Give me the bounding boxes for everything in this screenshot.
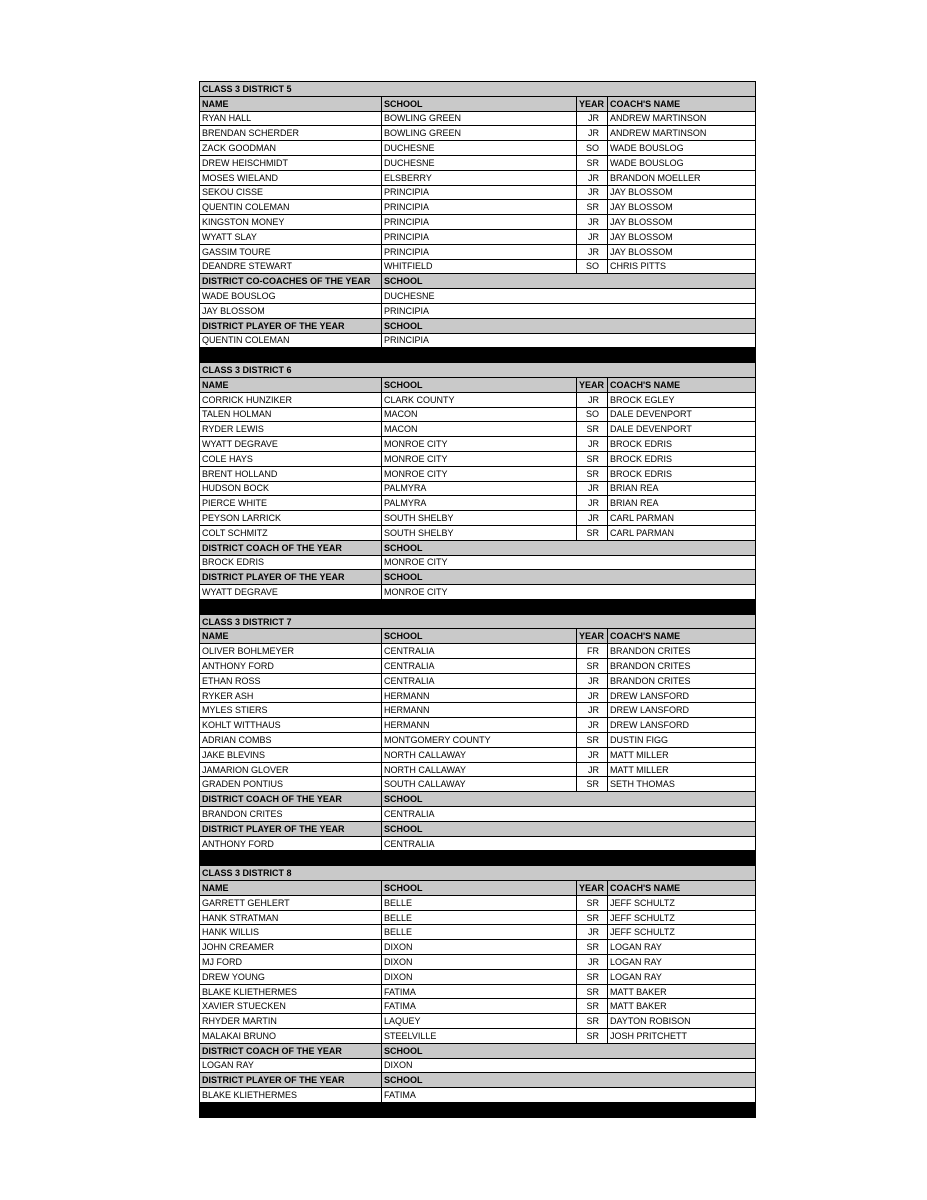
column-header-row: [200, 96, 756, 111]
player-year: SR: [577, 155, 608, 170]
player-name: DEANDRE STEWART: [200, 259, 382, 274]
player-year: JR: [577, 955, 608, 970]
table-row: [200, 703, 756, 718]
column-header-row: [200, 377, 756, 392]
table-row: [200, 451, 756, 466]
table-row: [200, 407, 756, 422]
player-of-year-school: PRINCIPIA: [382, 333, 756, 348]
player-of-year-header-row: [200, 318, 756, 333]
coach-name: JEFF SCHULTZ: [608, 910, 756, 925]
player-school: WHITFIELD: [382, 259, 577, 274]
player-name: ZACK GOODMAN: [200, 141, 382, 156]
coach-name: WADE BOUSLOG: [608, 155, 756, 170]
player-year: SO: [577, 407, 608, 422]
player-school: DIXON: [382, 969, 577, 984]
player-name: HANK STRATMAN: [200, 910, 382, 925]
coach-name: BROCK EGLEY: [608, 392, 756, 407]
table-row: [200, 392, 756, 407]
coach-name: DREW LANSFORD: [608, 703, 756, 718]
player-name: WYATT DEGRAVE: [200, 437, 382, 452]
district-title: CLASS 3 DISTRICT 8: [200, 866, 756, 881]
player-school: BELLE: [382, 910, 577, 925]
separator-bar: [200, 348, 756, 363]
player-of-year-header-row: [200, 1073, 756, 1088]
coach-of-year-row: [200, 1058, 756, 1073]
coach-name: ANDREW MARTINSON: [608, 111, 756, 126]
player-name: CORRICK HUNZIKER: [200, 392, 382, 407]
player-year: SR: [577, 451, 608, 466]
player-year: FR: [577, 644, 608, 659]
coach-name: BRIAN REA: [608, 496, 756, 511]
player-school: MONROE CITY: [382, 466, 577, 481]
player-name: XAVIER STUECKEN: [200, 999, 382, 1014]
coach-name: BRIAN REA: [608, 481, 756, 496]
coach-name: BROCK EDRIS: [608, 451, 756, 466]
player-year: SR: [577, 940, 608, 955]
table-row: [200, 1029, 756, 1044]
table-row: [200, 525, 756, 540]
player-of-year-school: FATIMA: [382, 1088, 756, 1103]
player-year: SR: [577, 733, 608, 748]
table-row: [200, 126, 756, 141]
table-body: [200, 82, 756, 1118]
player-name: DREW YOUNG: [200, 969, 382, 984]
player-year: JR: [577, 762, 608, 777]
coach-of-year-row: [200, 807, 756, 822]
player-of-year-header-row: [200, 821, 756, 836]
player-name: JAMARION GLOVER: [200, 762, 382, 777]
player-name: ANTHONY FORD: [200, 659, 382, 674]
coach-of-year-row: [200, 555, 756, 570]
player-of-year-label: DISTRICT PLAYER OF THE YEAR: [200, 1073, 382, 1088]
coach-name: JAY BLOSSOM: [608, 215, 756, 230]
coach-of-year-label: DISTRICT CO-COACHES OF THE YEAR: [200, 274, 382, 289]
table-row: [200, 200, 756, 215]
header-school: SCHOOL: [382, 377, 577, 392]
player-name: JAKE BLEVINS: [200, 747, 382, 762]
player-year: JR: [577, 673, 608, 688]
player-name: RYAN HALL: [200, 111, 382, 126]
district-title: CLASS 3 DISTRICT 7: [200, 614, 756, 629]
district-separator: [200, 851, 756, 866]
coach-of-year-school: DIXON: [382, 1058, 756, 1073]
player-name: HUDSON BOCK: [200, 481, 382, 496]
player-name: ADRIAN COMBS: [200, 733, 382, 748]
header-year: YEAR: [577, 96, 608, 111]
coach-name: MATT BAKER: [608, 999, 756, 1014]
table-row: [200, 910, 756, 925]
player-year: JR: [577, 215, 608, 230]
player-of-year-name: BLAKE KLIETHERMES: [200, 1088, 382, 1103]
player-school: MACON: [382, 407, 577, 422]
player-of-year-row: [200, 836, 756, 851]
player-school: CENTRALIA: [382, 659, 577, 674]
column-header-row: [200, 629, 756, 644]
player-school: PRINCIPIA: [382, 200, 577, 215]
table-row: [200, 659, 756, 674]
coach-name: BROCK EDRIS: [608, 437, 756, 452]
table-row: [200, 229, 756, 244]
table-row: [200, 762, 756, 777]
player-year: JR: [577, 229, 608, 244]
player-school: HERMANN: [382, 718, 577, 733]
player-of-year-header-row: [200, 570, 756, 585]
player-school: LAQUEY: [382, 1014, 577, 1029]
player-school: PRINCIPIA: [382, 229, 577, 244]
player-of-year-name: QUENTIN COLEMAN: [200, 333, 382, 348]
player-school: DUCHESNE: [382, 141, 577, 156]
player-school: DIXON: [382, 955, 577, 970]
separator-bar: [200, 1102, 756, 1117]
header-name: NAME: [200, 96, 382, 111]
header-coach: COACH'S NAME: [608, 629, 756, 644]
player-of-year-row: [200, 1088, 756, 1103]
table-row: [200, 111, 756, 126]
coach-of-year-school: MONROE CITY: [382, 555, 756, 570]
coach-name: BRANDON CRITES: [608, 673, 756, 688]
player-year: JR: [577, 170, 608, 185]
player-of-year-name: WYATT DEGRAVE: [200, 585, 382, 600]
district-title-row: [200, 866, 756, 881]
header-school: SCHOOL: [382, 792, 756, 807]
coach-of-year-header-row: [200, 274, 756, 289]
coach-name: BRANDON MOELLER: [608, 170, 756, 185]
player-name: PEYSON LARRICK: [200, 511, 382, 526]
coach-name: JEFF SCHULTZ: [608, 895, 756, 910]
coach-name: MATT BAKER: [608, 984, 756, 999]
coach-of-year-school: PRINCIPIA: [382, 303, 756, 318]
player-year: JR: [577, 688, 608, 703]
coach-name: CARL PARMAN: [608, 525, 756, 540]
player-school: DIXON: [382, 940, 577, 955]
table-row: [200, 644, 756, 659]
coach-of-year-label: DISTRICT COACH OF THE YEAR: [200, 540, 382, 555]
player-school: SOUTH SHELBY: [382, 525, 577, 540]
coach-of-year-row: [200, 303, 756, 318]
player-name: GRADEN PONTIUS: [200, 777, 382, 792]
coach-name: JEFF SCHULTZ: [608, 925, 756, 940]
player-name: COLT SCHMITZ: [200, 525, 382, 540]
player-year: JR: [577, 244, 608, 259]
player-year: JR: [577, 703, 608, 718]
coach-name: MATT MILLER: [608, 747, 756, 762]
header-school: SCHOOL: [382, 540, 756, 555]
player-year: JR: [577, 718, 608, 733]
header-school: SCHOOL: [382, 96, 577, 111]
coach-of-year-row: [200, 289, 756, 304]
player-year: SR: [577, 1029, 608, 1044]
player-name: TALEN HOLMAN: [200, 407, 382, 422]
player-name: SEKOU CISSE: [200, 185, 382, 200]
header-school: SCHOOL: [382, 570, 756, 585]
player-name: RHYDER MARTIN: [200, 1014, 382, 1029]
player-year: JR: [577, 437, 608, 452]
coach-name: DREW LANSFORD: [608, 718, 756, 733]
player-name: MYLES STIERS: [200, 703, 382, 718]
coach-name: DALE DEVENPORT: [608, 422, 756, 437]
header-name: NAME: [200, 377, 382, 392]
coach-of-year-header-row: [200, 540, 756, 555]
player-school: NORTH CALLAWAY: [382, 762, 577, 777]
player-name: QUENTIN COLEMAN: [200, 200, 382, 215]
player-year: JR: [577, 481, 608, 496]
coach-name: JAY BLOSSOM: [608, 200, 756, 215]
coach-of-year-name: BROCK EDRIS: [200, 555, 382, 570]
coach-name: BRANDON CRITES: [608, 659, 756, 674]
coach-name: DREW LANSFORD: [608, 688, 756, 703]
table-row: [200, 777, 756, 792]
player-school: CLARK COUNTY: [382, 392, 577, 407]
table-row: [200, 733, 756, 748]
header-year: YEAR: [577, 881, 608, 896]
player-year: SR: [577, 466, 608, 481]
coach-of-year-header-row: [200, 792, 756, 807]
coach-name: DUSTIN FIGG: [608, 733, 756, 748]
player-of-year-label: DISTRICT PLAYER OF THE YEAR: [200, 570, 382, 585]
player-school: FATIMA: [382, 999, 577, 1014]
player-school: HERMANN: [382, 703, 577, 718]
player-year: JR: [577, 496, 608, 511]
coach-of-year-label: DISTRICT COACH OF THE YEAR: [200, 1043, 382, 1058]
player-name: MJ FORD: [200, 955, 382, 970]
player-of-year-school: MONROE CITY: [382, 585, 756, 600]
coach-name: JOSH PRITCHETT: [608, 1029, 756, 1044]
player-school: MONROE CITY: [382, 451, 577, 466]
player-year: SR: [577, 984, 608, 999]
district-title-row: [200, 82, 756, 97]
player-school: BELLE: [382, 895, 577, 910]
coach-name: LOGAN RAY: [608, 940, 756, 955]
player-year: SR: [577, 895, 608, 910]
table-row: [200, 155, 756, 170]
player-name: DREW HEISCHMIDT: [200, 155, 382, 170]
player-name: WYATT SLAY: [200, 229, 382, 244]
header-school: SCHOOL: [382, 881, 577, 896]
player-school: BOWLING GREEN: [382, 126, 577, 141]
player-name: BLAKE KLIETHERMES: [200, 984, 382, 999]
table-row: [200, 185, 756, 200]
player-school: FATIMA: [382, 984, 577, 999]
player-name: JOHN CREAMER: [200, 940, 382, 955]
coach-name: SETH THOMAS: [608, 777, 756, 792]
table-row: [200, 955, 756, 970]
table-row: [200, 422, 756, 437]
table-row: [200, 747, 756, 762]
coach-name: BRANDON CRITES: [608, 644, 756, 659]
player-school: CENTRALIA: [382, 673, 577, 688]
player-school: MONTGOMERY COUNTY: [382, 733, 577, 748]
player-of-year-school: CENTRALIA: [382, 836, 756, 851]
header-school: SCHOOL: [382, 274, 756, 289]
separator-bar: [200, 851, 756, 866]
table-row: [200, 1014, 756, 1029]
player-name: PIERCE WHITE: [200, 496, 382, 511]
table-row: [200, 141, 756, 156]
header-year: YEAR: [577, 377, 608, 392]
column-header-row: [200, 881, 756, 896]
player-of-year-label: DISTRICT PLAYER OF THE YEAR: [200, 318, 382, 333]
table-row: [200, 496, 756, 511]
header-school: SCHOOL: [382, 318, 756, 333]
player-year: SR: [577, 910, 608, 925]
header-name: NAME: [200, 629, 382, 644]
player-year: JR: [577, 511, 608, 526]
coach-name: DAYTON ROBISON: [608, 1014, 756, 1029]
coach-of-year-name: BRANDON CRITES: [200, 807, 382, 822]
coach-name: CHRIS PITTS: [608, 259, 756, 274]
coach-of-year-name: JAY BLOSSOM: [200, 303, 382, 318]
player-school: NORTH CALLAWAY: [382, 747, 577, 762]
player-year: SR: [577, 200, 608, 215]
player-name: GARRETT GEHLERT: [200, 895, 382, 910]
table-row: [200, 511, 756, 526]
header-name: NAME: [200, 881, 382, 896]
header-coach: COACH'S NAME: [608, 881, 756, 896]
coach-of-year-label: DISTRICT COACH OF THE YEAR: [200, 792, 382, 807]
table-row: [200, 940, 756, 955]
coach-name: JAY BLOSSOM: [608, 229, 756, 244]
player-name: RYDER LEWIS: [200, 422, 382, 437]
coach-name: MATT MILLER: [608, 762, 756, 777]
player-year: JR: [577, 185, 608, 200]
player-name: GASSIM TOURE: [200, 244, 382, 259]
header-coach: COACH'S NAME: [608, 96, 756, 111]
coach-name: JAY BLOSSOM: [608, 185, 756, 200]
player-of-year-row: [200, 585, 756, 600]
coach-name: WADE BOUSLOG: [608, 141, 756, 156]
player-school: SOUTH SHELBY: [382, 511, 577, 526]
district-separator: [200, 599, 756, 614]
player-school: MONROE CITY: [382, 437, 577, 452]
player-school: STEELVILLE: [382, 1029, 577, 1044]
player-year: JR: [577, 392, 608, 407]
table-row: [200, 925, 756, 940]
player-year: SR: [577, 1014, 608, 1029]
player-year: JR: [577, 747, 608, 762]
player-name: OLIVER BOHLMEYER: [200, 644, 382, 659]
player-school: PALMYRA: [382, 496, 577, 511]
coach-name: CARL PARMAN: [608, 511, 756, 526]
table-row: [200, 466, 756, 481]
table-row: [200, 481, 756, 496]
player-name: ETHAN ROSS: [200, 673, 382, 688]
player-of-year-label: DISTRICT PLAYER OF THE YEAR: [200, 821, 382, 836]
coach-of-year-name: WADE BOUSLOG: [200, 289, 382, 304]
header-school: SCHOOL: [382, 1043, 756, 1058]
header-coach: COACH'S NAME: [608, 377, 756, 392]
table-row: [200, 984, 756, 999]
player-year: JR: [577, 126, 608, 141]
table-row: [200, 969, 756, 984]
coach-of-year-school: CENTRALIA: [382, 807, 756, 822]
coach-name: LOGAN RAY: [608, 969, 756, 984]
table-row: [200, 895, 756, 910]
coach-name: ANDREW MARTINSON: [608, 126, 756, 141]
table-row: [200, 688, 756, 703]
player-school: PRINCIPIA: [382, 244, 577, 259]
coach-of-year-name: LOGAN RAY: [200, 1058, 382, 1073]
district-separator: [200, 348, 756, 363]
coach-name: LOGAN RAY: [608, 955, 756, 970]
table-row: [200, 718, 756, 733]
player-name: KINGSTON MONEY: [200, 215, 382, 230]
player-year: SR: [577, 777, 608, 792]
district-title: CLASS 3 DISTRICT 5: [200, 82, 756, 97]
table-row: [200, 999, 756, 1014]
player-year: SR: [577, 969, 608, 984]
player-of-year-row: [200, 333, 756, 348]
player-year: SR: [577, 422, 608, 437]
player-school: MACON: [382, 422, 577, 437]
separator-bar: [200, 599, 756, 614]
table-row: [200, 259, 756, 274]
header-school: SCHOOL: [382, 821, 756, 836]
player-year: SR: [577, 999, 608, 1014]
district-title-row: [200, 363, 756, 378]
player-school: DUCHESNE: [382, 155, 577, 170]
player-name: MOSES WIELAND: [200, 170, 382, 185]
player-school: ELSBERRY: [382, 170, 577, 185]
player-school: PALMYRA: [382, 481, 577, 496]
player-year: SR: [577, 659, 608, 674]
player-school: SOUTH CALLAWAY: [382, 777, 577, 792]
district-title: CLASS 3 DISTRICT 6: [200, 363, 756, 378]
coach-name: JAY BLOSSOM: [608, 244, 756, 259]
table-row: [200, 673, 756, 688]
player-name: MALAKAI BRUNO: [200, 1029, 382, 1044]
player-year: JR: [577, 111, 608, 126]
header-year: YEAR: [577, 629, 608, 644]
all-district-table: [199, 81, 756, 1118]
table-row: [200, 437, 756, 452]
player-of-year-name: ANTHONY FORD: [200, 836, 382, 851]
district-title-row: [200, 614, 756, 629]
player-year: SR: [577, 525, 608, 540]
coach-of-year-school: DUCHESNE: [382, 289, 756, 304]
table-row: [200, 215, 756, 230]
player-name: KOHLT WITTHAUS: [200, 718, 382, 733]
player-year: SO: [577, 141, 608, 156]
player-year: SO: [577, 259, 608, 274]
header-school: SCHOOL: [382, 629, 577, 644]
player-name: RYKER ASH: [200, 688, 382, 703]
coach-of-year-header-row: [200, 1043, 756, 1058]
player-school: BELLE: [382, 925, 577, 940]
coach-name: BROCK EDRIS: [608, 466, 756, 481]
player-year: JR: [577, 925, 608, 940]
player-name: BRENT HOLLAND: [200, 466, 382, 481]
table-row: [200, 170, 756, 185]
coach-name: DALE DEVENPORT: [608, 407, 756, 422]
district-separator: [200, 1102, 756, 1117]
player-school: CENTRALIA: [382, 644, 577, 659]
player-school: BOWLING GREEN: [382, 111, 577, 126]
header-school: SCHOOL: [382, 1073, 756, 1088]
player-name: COLE HAYS: [200, 451, 382, 466]
player-school: PRINCIPIA: [382, 185, 577, 200]
player-name: HANK WILLIS: [200, 925, 382, 940]
player-name: BRENDAN SCHERDER: [200, 126, 382, 141]
table-row: [200, 244, 756, 259]
player-school: PRINCIPIA: [382, 215, 577, 230]
player-school: HERMANN: [382, 688, 577, 703]
